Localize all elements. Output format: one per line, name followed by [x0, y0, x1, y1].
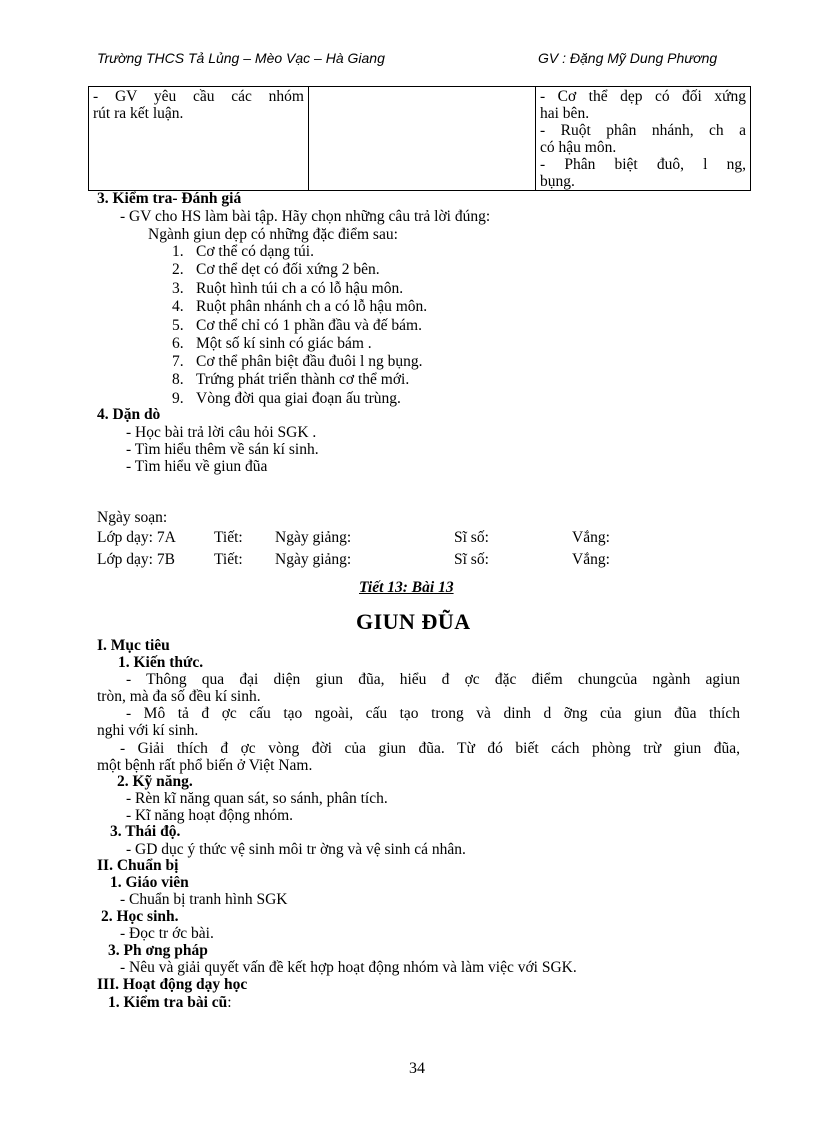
list-item: 1. Cơ thể có dạng túi. — [172, 243, 314, 260]
homework-item: - Tìm hiểu thêm về sán kí sinh. — [126, 441, 319, 458]
class-label: Lớp dạy: 7B — [97, 551, 175, 568]
teaching-date-label: Ngày giảng: — [275, 551, 352, 568]
lesson-label: Tiết 13: Bài 13 — [359, 579, 454, 596]
student-prep-item: - Đọc tr ớc bài. — [120, 925, 214, 942]
lesson-title: GIUN ĐŨA — [356, 609, 471, 634]
class-label: Lớp dạy: 7A — [97, 529, 176, 546]
cell-line: - GV yêu cầu các nhóm — [93, 88, 304, 105]
list-item: 7. Cơ thể phân biệt đầu đuôi l ng bụng. — [172, 353, 423, 370]
header-teacher: GV : Đặng Mỹ Dung Phương — [538, 50, 718, 66]
list-item: 2. Cơ thể dẹt có đối xứng 2 bên. — [172, 261, 380, 278]
table-cell-content — [536, 87, 751, 191]
homework-item: - Tìm hiểu về giun đũa — [126, 458, 268, 475]
list-item: 4. Ruột phân nhánh ch a có lỗ hậu môn. — [172, 298, 428, 315]
attitude-item: - GD dục ý thức vệ sinh môi tr ờng và vệ sinh cá nhân. — [126, 841, 466, 858]
table-cell-student — [309, 87, 536, 191]
cell-line: rút ra kết luận. — [93, 105, 184, 122]
teacher-prep-heading: 1. Giáo viên — [110, 874, 189, 891]
homework-item: - Học bài trả lời câu hỏi SGK . — [126, 424, 317, 441]
assessment-heading: 3. Kiểm tra- Đánh giá — [97, 190, 242, 207]
table-cell-teacher — [89, 87, 309, 191]
method-heading: 3. Ph ơng pháp — [108, 942, 208, 959]
knowledge-heading: 1. Kiến thức. — [118, 654, 204, 671]
header-school: Trường THCS Tả Lủng – Mèo Vạc – Hà Giang — [97, 50, 385, 66]
teacher-prep-item: - Chuẩn bị tranh hình SGK — [120, 891, 288, 908]
knowledge-item-line: - Thông qua đại diện giun đũa, hiểu đ ợc đặc điểm chungcủa ngành agiun — [126, 671, 740, 688]
method-item: - Nêu và giải quyết vấn đề kết hợp hoạt động nhóm và làm việc với SGK. — [120, 959, 577, 976]
skills-heading: 2. Kỹ năng. — [117, 773, 193, 790]
list-item: 5. Cơ thể chỉ có 1 phần đầu và đế bám. — [172, 317, 422, 334]
attitude-heading: 3. Thái độ. — [110, 823, 181, 840]
old-lesson-check-heading: 1. Kiểm tra bài cũ: — [108, 994, 232, 1011]
list-item: 9. Vòng đời qua giai đoạn ấu trùng. — [172, 390, 401, 407]
page-number: 34 — [409, 1060, 425, 1077]
cell-line: - Ruột phân nhánh, ch a — [540, 122, 746, 139]
absent-label: Vắng: — [572, 551, 610, 568]
skills-item: - Kĩ năng hoạt động nhóm. — [126, 807, 294, 824]
skills-item: - Rèn kĩ năng quan sát, so sánh, phân tích. — [126, 790, 388, 807]
cell-line: hai bên. — [540, 105, 590, 122]
assessment-instruction: - GV cho HS làm bài tập. Hãy chọn những câu trả lời đúng: — [120, 208, 491, 225]
homework-heading: 4. Dặn dò — [97, 406, 161, 423]
objectives-heading: I. Mục tiêu — [97, 637, 170, 654]
knowledge-item-line: - Giải thích đ ợc vòng đời của giun đũa. Từ đó biết cách phòng trừ giun đũa, — [120, 740, 740, 757]
teaching-date-label: Ngày giảng: — [275, 529, 352, 546]
preparation-heading: II. Chuẩn bị — [97, 857, 179, 874]
table-row — [89, 87, 751, 191]
student-prep-heading: 2. Học sinh. — [101, 908, 179, 925]
student-count-label: Sĩ số: — [454, 529, 489, 546]
list-item: 8. Trứng phát triển thành cơ thể mới. — [172, 371, 410, 388]
assessment-prompt: Ngành giun dẹp có những đặc điểm sau: — [148, 226, 398, 243]
period-label: Tiết: — [214, 529, 243, 546]
list-item: 3. Ruột hình túi ch a có lỗ hậu môn. — [172, 280, 404, 297]
cell-line: - Phân biệt đuô, l ng, — [540, 156, 746, 173]
absent-label: Vắng: — [572, 529, 610, 546]
list-item: 6. Một số kí sinh có giác bám . — [172, 335, 372, 352]
period-label: Tiết: — [214, 551, 243, 568]
cell-line: - Cơ thể dẹp có đối xứng — [540, 88, 746, 105]
activities-heading: III. Hoạt động dạy học — [97, 976, 248, 993]
cell-line: có hậu môn. — [540, 139, 617, 156]
date-prepared: Ngày soạn: — [97, 509, 168, 526]
knowledge-item-line: - Mô tả đ ợc cấu tạo ngoài, cấu tạo trong và dinh d ỡng của giun đũa thích — [126, 705, 740, 722]
knowledge-item-line: nghi với kí sinh. — [97, 722, 199, 739]
knowledge-item-line: tròn, mà đa số đều kí sinh. — [97, 688, 261, 705]
activity-table — [88, 86, 751, 191]
cell-line: bụng. — [540, 173, 575, 190]
student-count-label: Sĩ số: — [454, 551, 489, 568]
knowledge-item-line: một bệnh rất phổ biến ở Việt Nam. — [97, 757, 313, 774]
